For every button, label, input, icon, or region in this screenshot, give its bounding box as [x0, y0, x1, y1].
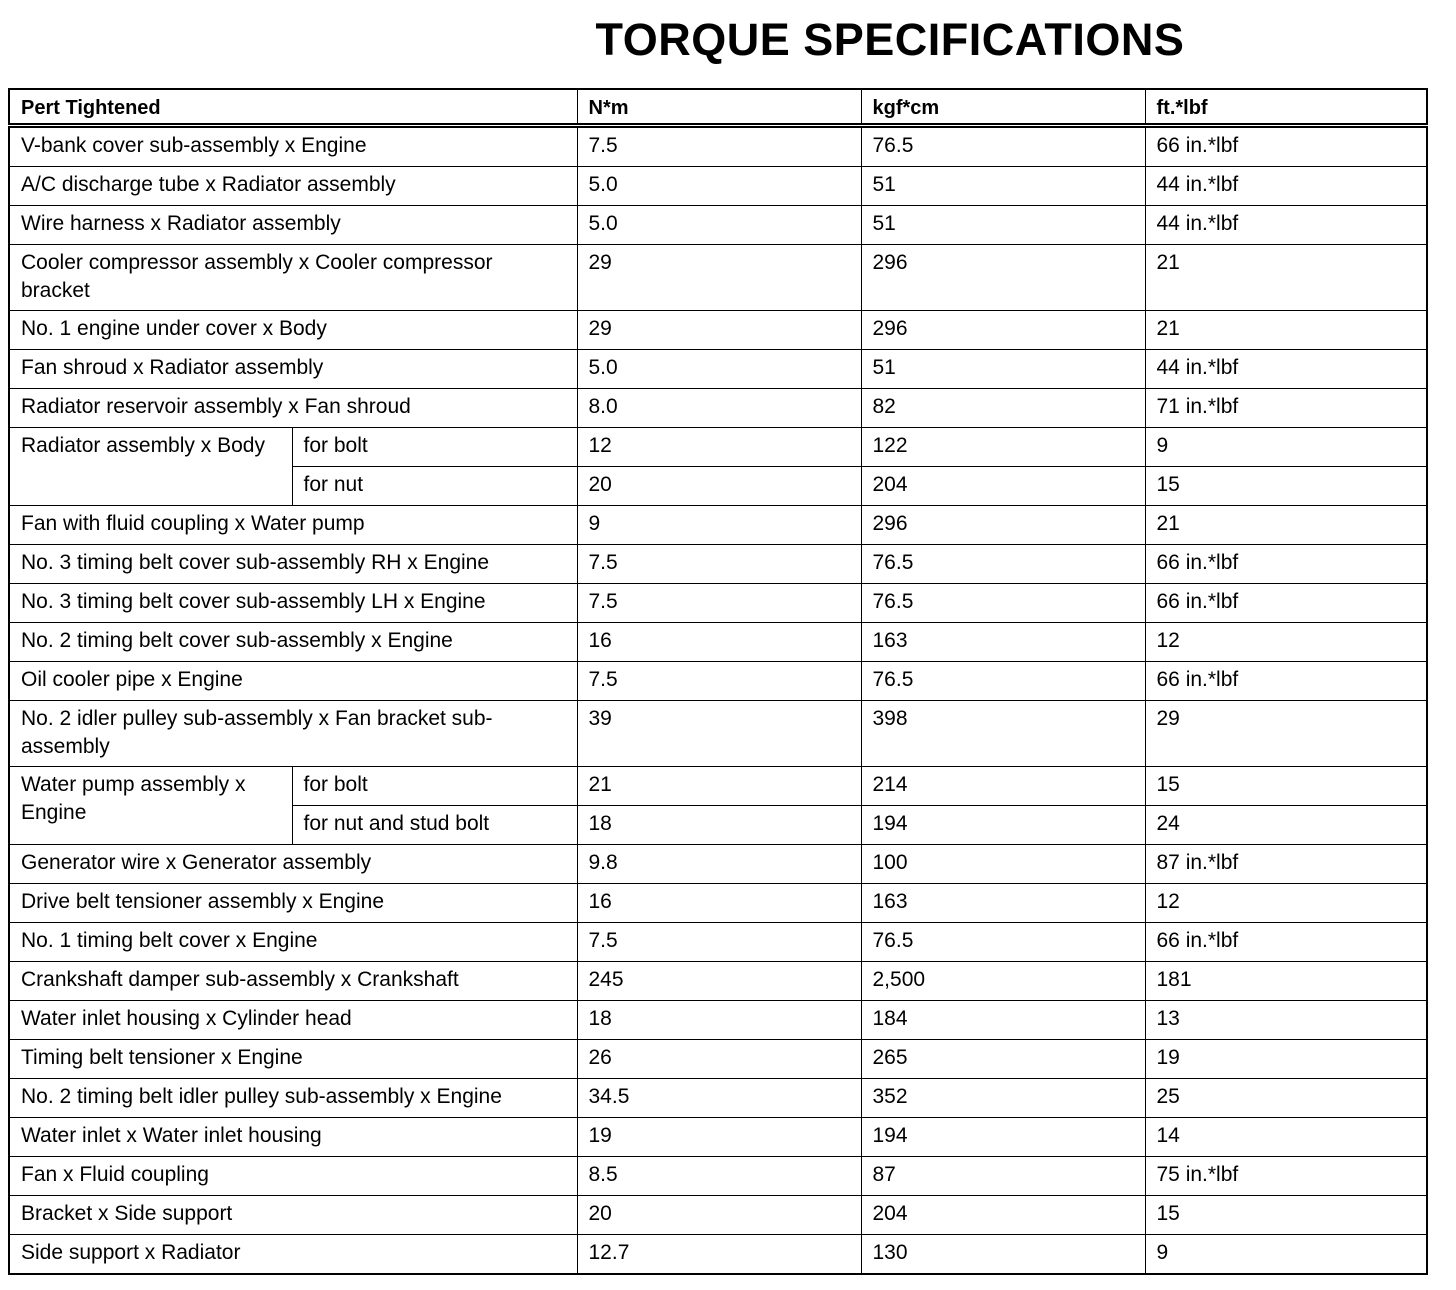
- table-row: [9, 506, 1427, 545]
- table-row: [9, 126, 1427, 167]
- ftlbf-cell: 66 in.*lbf: [1145, 584, 1427, 623]
- part-cell: No. 2 idler pulley sub-assembly x Fan bracket sub-assembly: [9, 701, 577, 767]
- table-row: [9, 701, 1427, 767]
- part-cell: No. 1 engine under cover x Body: [9, 311, 577, 350]
- part-cell: A/C discharge tube x Radiator assembly: [9, 167, 577, 206]
- nm-cell: 29: [577, 245, 861, 311]
- kgf-cell: 204: [861, 1196, 1145, 1235]
- ftlbf-cell: 12: [1145, 623, 1427, 662]
- nm-cell: 5.0: [577, 206, 861, 245]
- header-ft-lbf: ft.*lbf: [1145, 89, 1427, 126]
- table-row: [9, 1235, 1427, 1275]
- header-kgf-cm: kgf*cm: [861, 89, 1145, 126]
- table-row: [9, 545, 1427, 584]
- kgf-cell: 194: [861, 1118, 1145, 1157]
- nm-cell: 9: [577, 506, 861, 545]
- nm-cell: 29: [577, 311, 861, 350]
- kgf-cell: 163: [861, 623, 1145, 662]
- ftlbf-cell: 66 in.*lbf: [1145, 126, 1427, 167]
- ftlbf-cell: 25: [1145, 1079, 1427, 1118]
- nm-cell: 9.8: [577, 845, 861, 884]
- kgf-cell: 51: [861, 167, 1145, 206]
- part-cell: Side support x Radiator: [9, 1235, 577, 1275]
- part-cell: Water pump assembly x Engine: [9, 767, 292, 845]
- kgf-cell: 76.5: [861, 584, 1145, 623]
- ftlbf-cell: 15: [1145, 767, 1427, 806]
- kgf-cell: 76.5: [861, 923, 1145, 962]
- nm-cell: 26: [577, 1040, 861, 1079]
- kgf-cell: 51: [861, 350, 1145, 389]
- part-cell: No. 3 timing belt cover sub-assembly LH x Engine: [9, 584, 577, 623]
- kgf-cell: 122: [861, 428, 1145, 467]
- kgf-cell: 163: [861, 884, 1145, 923]
- sub-part-cell: for bolt: [292, 428, 577, 467]
- nm-cell: 5.0: [577, 350, 861, 389]
- part-cell: Cooler compressor assembly x Cooler compressor bracket: [9, 245, 577, 311]
- nm-cell: 19: [577, 1118, 861, 1157]
- table-row: [9, 428, 1427, 467]
- nm-cell: 16: [577, 884, 861, 923]
- ftlbf-cell: 66 in.*lbf: [1145, 545, 1427, 584]
- part-cell: Drive belt tensioner assembly x Engine: [9, 884, 577, 923]
- kgf-cell: 296: [861, 311, 1145, 350]
- ftlbf-cell: 71 in.*lbf: [1145, 389, 1427, 428]
- ftlbf-cell: 9: [1145, 1235, 1427, 1275]
- ftlbf-cell: 24: [1145, 806, 1427, 845]
- kgf-cell: 2,500: [861, 962, 1145, 1001]
- part-cell: Timing belt tensioner x Engine: [9, 1040, 577, 1079]
- table-row: [9, 1196, 1427, 1235]
- nm-cell: 12.7: [577, 1235, 861, 1275]
- ftlbf-cell: 181: [1145, 962, 1427, 1001]
- nm-cell: 8.0: [577, 389, 861, 428]
- part-cell: Fan shroud x Radiator assembly: [9, 350, 577, 389]
- ftlbf-cell: 66 in.*lbf: [1145, 662, 1427, 701]
- ftlbf-cell: 21: [1145, 245, 1427, 311]
- table-row: [9, 1118, 1427, 1157]
- nm-cell: 20: [577, 467, 861, 506]
- table-row: [9, 167, 1427, 206]
- part-cell: No. 2 timing belt cover sub-assembly x Engine: [9, 623, 577, 662]
- ftlbf-cell: 21: [1145, 311, 1427, 350]
- table-row: [9, 623, 1427, 662]
- table-row: [9, 962, 1427, 1001]
- ftlbf-cell: 19: [1145, 1040, 1427, 1079]
- nm-cell: 12: [577, 428, 861, 467]
- ftlbf-cell: 44 in.*lbf: [1145, 167, 1427, 206]
- part-cell: V-bank cover sub-assembly x Engine: [9, 126, 577, 167]
- part-cell: Wire harness x Radiator assembly: [9, 206, 577, 245]
- kgf-cell: 76.5: [861, 545, 1145, 584]
- table-row: [9, 662, 1427, 701]
- kgf-cell: 82: [861, 389, 1145, 428]
- part-cell: No. 2 timing belt idler pulley sub-assembly x Engine: [9, 1079, 577, 1118]
- part-cell: Generator wire x Generator assembly: [9, 845, 577, 884]
- table-row: [9, 245, 1427, 311]
- nm-cell: 7.5: [577, 584, 861, 623]
- part-cell: Water inlet x Water inlet housing: [9, 1118, 577, 1157]
- ftlbf-cell: 21: [1145, 506, 1427, 545]
- header-part-tightened: Pert Tightened: [9, 89, 577, 126]
- ftlbf-cell: 29: [1145, 701, 1427, 767]
- kgf-cell: 296: [861, 245, 1145, 311]
- table-row: [9, 1040, 1427, 1079]
- nm-cell: 21: [577, 767, 861, 806]
- table-body: [9, 126, 1427, 1275]
- ftlbf-cell: 12: [1145, 884, 1427, 923]
- table-row: [9, 767, 1427, 806]
- table-row: [9, 884, 1427, 923]
- part-cell: Bracket x Side support: [9, 1196, 577, 1235]
- nm-cell: 20: [577, 1196, 861, 1235]
- sub-part-cell: for bolt: [292, 767, 577, 806]
- nm-cell: 16: [577, 623, 861, 662]
- nm-cell: 7.5: [577, 545, 861, 584]
- ftlbf-cell: 14: [1145, 1118, 1427, 1157]
- kgf-cell: 100: [861, 845, 1145, 884]
- page-title: TORQUE SPECIFICATIONS: [595, 14, 1185, 65]
- nm-cell: 245: [577, 962, 861, 1001]
- nm-cell: 18: [577, 1001, 861, 1040]
- table-row: [9, 206, 1427, 245]
- table-row: [9, 923, 1427, 962]
- ftlbf-cell: 15: [1145, 467, 1427, 506]
- kgf-cell: 51: [861, 206, 1145, 245]
- ftlbf-cell: 15: [1145, 1196, 1427, 1235]
- torque-spec-table: [8, 88, 1428, 1275]
- kgf-cell: 87: [861, 1157, 1145, 1196]
- part-cell: Radiator assembly x Body: [9, 428, 292, 506]
- table-row: [9, 584, 1427, 623]
- nm-cell: 18: [577, 806, 861, 845]
- nm-cell: 39: [577, 701, 861, 767]
- table-row: [9, 350, 1427, 389]
- table-row: [9, 845, 1427, 884]
- sub-part-cell: for nut: [292, 467, 577, 506]
- ftlbf-cell: 13: [1145, 1001, 1427, 1040]
- ftlbf-cell: 75 in.*lbf: [1145, 1157, 1427, 1196]
- kgf-cell: 265: [861, 1040, 1145, 1079]
- kgf-cell: 76.5: [861, 126, 1145, 167]
- nm-cell: 7.5: [577, 126, 861, 167]
- ftlbf-cell: 44 in.*lbf: [1145, 206, 1427, 245]
- part-cell: No. 3 timing belt cover sub-assembly RH x Engine: [9, 545, 577, 584]
- header-row: [9, 89, 1427, 126]
- table-row: [9, 1001, 1427, 1040]
- kgf-cell: 204: [861, 467, 1145, 506]
- kgf-cell: 130: [861, 1235, 1145, 1275]
- ftlbf-cell: 9: [1145, 428, 1427, 467]
- kgf-cell: 76.5: [861, 662, 1145, 701]
- nm-cell: 5.0: [577, 167, 861, 206]
- table-row: [9, 311, 1427, 350]
- nm-cell: 34.5: [577, 1079, 861, 1118]
- ftlbf-cell: 44 in.*lbf: [1145, 350, 1427, 389]
- kgf-cell: 184: [861, 1001, 1145, 1040]
- header-nm: N*m: [577, 89, 861, 126]
- part-cell: Water inlet housing x Cylinder head: [9, 1001, 577, 1040]
- ftlbf-cell: 87 in.*lbf: [1145, 845, 1427, 884]
- kgf-cell: 398: [861, 701, 1145, 767]
- part-cell: Fan x Fluid coupling: [9, 1157, 577, 1196]
- nm-cell: 7.5: [577, 662, 861, 701]
- kgf-cell: 194: [861, 806, 1145, 845]
- part-cell: Fan with fluid coupling x Water pump: [9, 506, 577, 545]
- nm-cell: 8.5: [577, 1157, 861, 1196]
- part-cell: Crankshaft damper sub-assembly x Crankshaft: [9, 962, 577, 1001]
- kgf-cell: 214: [861, 767, 1145, 806]
- kgf-cell: 352: [861, 1079, 1145, 1118]
- part-cell: Radiator reservoir assembly x Fan shroud: [9, 389, 577, 428]
- table-row: [9, 389, 1427, 428]
- ftlbf-cell: 66 in.*lbf: [1145, 923, 1427, 962]
- table-row: [9, 1079, 1427, 1118]
- part-cell: Oil cooler pipe x Engine: [9, 662, 577, 701]
- sub-part-cell: for nut and stud bolt: [292, 806, 577, 845]
- table-row: [9, 1157, 1427, 1196]
- kgf-cell: 296: [861, 506, 1145, 545]
- part-cell: No. 1 timing belt cover x Engine: [9, 923, 577, 962]
- nm-cell: 7.5: [577, 923, 861, 962]
